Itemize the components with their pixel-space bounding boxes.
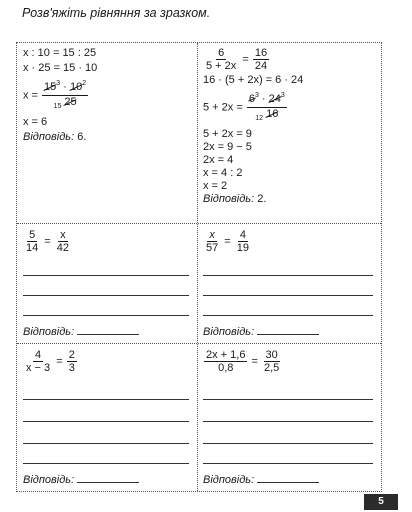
task1-work-line[interactable] — [23, 275, 189, 276]
task4-work-line[interactable] — [203, 421, 373, 422]
example2-num-b-reduced: 3 — [280, 92, 285, 99]
task3-answer-blank[interactable] — [77, 473, 139, 483]
task2-equation: $\frac{x}{57}$ = $\frac{4}{19}$ — [206, 229, 250, 254]
task3-right-numerator: 2 — [68, 349, 75, 361]
example2-step-1: 5 + 2x = 9 — [203, 128, 252, 140]
task-cell-4 — [203, 349, 377, 489]
task1-work-line[interactable] — [23, 315, 189, 316]
example2-left-numerator: 6 — [218, 47, 225, 59]
task1-work-line[interactable] — [23, 295, 189, 296]
task3-work-line[interactable] — [23, 463, 189, 464]
example-cell-1 — [23, 47, 191, 144]
task2-work-line[interactable] — [203, 315, 373, 316]
example2-left-denominator: 5 + 2x — [206, 60, 237, 72]
task4-right-numerator: 30 — [265, 349, 278, 361]
task4-work-line[interactable] — [203, 399, 373, 400]
task4-work-line[interactable] — [203, 463, 373, 464]
example2-right-numerator: 16 — [254, 47, 268, 59]
example1-fraction-denominator — [52, 96, 79, 110]
example1-den-reduced-2: 5 — [57, 103, 62, 110]
example1-answer — [23, 131, 191, 144]
task4-equation: $\frac{2x + 1,6}{0,8}$ = $\frac{30}{2,5}$ — [206, 349, 280, 374]
example-cell-2 — [203, 47, 377, 206]
answer-label: Відповідь: — [23, 131, 75, 143]
example2-den-reduced-2: 2 — [259, 115, 264, 122]
example1-line2: x · 25 = 15 · 10 — [23, 62, 98, 74]
instruction-text: Розв'яжіть рівняння за зразком. — [22, 6, 211, 20]
example2-answer — [203, 193, 377, 206]
example2-left-fraction — [204, 47, 238, 72]
answer-label: Відповідь: — [23, 326, 75, 338]
task3-right-denominator: 3 — [68, 362, 75, 374]
task3-work-line[interactable] — [23, 421, 189, 422]
answer-label: Відповідь: — [203, 193, 255, 205]
task4-answer-blank[interactable] — [257, 473, 319, 483]
task4-work-line[interactable] — [203, 443, 373, 444]
example2-right-denominator: 24 — [254, 60, 268, 72]
task2-answer — [203, 325, 319, 339]
task3-left-numerator: 4 — [35, 349, 42, 361]
example2-answer-value: 2. — [257, 193, 267, 205]
example1-fraction — [42, 81, 88, 110]
task3-right-fraction — [67, 349, 77, 374]
example2-lhs: 5 + 2x = — [203, 101, 243, 114]
page-number: 5 — [364, 494, 398, 510]
task2-right-numerator: 4 — [239, 229, 246, 241]
example1-fraction-numerator: $15^3 \cdot 10^2$ — [42, 81, 88, 96]
task1-left-denominator: 14 — [26, 242, 39, 254]
example1-num-a-reduced: 3 — [56, 80, 61, 87]
column-divider — [197, 43, 198, 491]
task2-left-denominator: 57 — [206, 242, 219, 254]
example2-step-2: 2x = 9 − 5 — [203, 141, 252, 153]
example1-num-b: 10 — [69, 81, 83, 93]
example2-step-3: 2x = 4 — [203, 154, 234, 166]
example1-num-a: 15 — [44, 81, 57, 93]
task2-left-numerator: x — [209, 229, 215, 241]
task3-left-fraction — [24, 349, 52, 374]
task4-right-denominator: 2,5 — [264, 362, 280, 374]
example1-num-b-reduced: 2 — [82, 80, 87, 87]
task1-answer-blank[interactable] — [77, 325, 139, 335]
example2-step-4: x = 4 : 2 — [203, 167, 243, 179]
example1-result: x = 6 — [23, 116, 48, 128]
task1-right-fraction — [55, 229, 71, 254]
example1-answer-value: 6. — [77, 131, 87, 143]
task-cell-2 — [203, 229, 377, 339]
example2-den: 16 — [266, 108, 279, 120]
task3-work-line[interactable] — [23, 399, 189, 400]
example1-x-eq: x = — [23, 89, 38, 102]
row-divider-1 — [17, 223, 381, 224]
task1-right-denominator: 42 — [56, 242, 70, 254]
task3-work-line[interactable] — [23, 443, 189, 444]
task4-left-denominator: 0,8 — [218, 362, 234, 374]
task2-right-denominator: 19 — [236, 242, 250, 254]
example2-num-a-reduced: 3 — [254, 92, 259, 99]
example2-right-fraction — [253, 47, 269, 72]
task2-answer-blank[interactable] — [257, 325, 319, 335]
example2-line2: 16 · (5 + 2x) = 6 · 24 — [203, 74, 304, 86]
example2-fraction-numerator: $6^3 \cdot 24^3$ — [247, 93, 287, 108]
task2-work-line[interactable] — [203, 275, 373, 276]
answer-label: Відповідь: — [203, 474, 255, 486]
task3-equation: $\frac{4}{x - 3}$ = $\frac{2}{3}$ — [26, 349, 75, 374]
example2-fraction-line — [203, 93, 377, 122]
exercise-grid — [16, 42, 382, 492]
example2-fraction-denominator — [253, 108, 280, 122]
task1-left-numerator: 5 — [29, 229, 36, 241]
answer-label: Відповідь: — [23, 474, 75, 486]
task3-left-denominator: x − 3 — [26, 362, 51, 374]
task2-left-fraction — [204, 229, 220, 254]
example2-step-5: x = 2 — [203, 180, 228, 192]
example1-den-reduced-1: 1 — [53, 103, 58, 110]
example2-equation: $\frac{6}{5 + 2x}$ = $\frac{16}{24}$ — [206, 47, 268, 72]
example1-fraction-line — [23, 81, 191, 110]
task1-right-numerator: x — [60, 229, 66, 241]
example2-num-b: 24 — [268, 93, 281, 105]
task1-left-fraction — [24, 229, 40, 254]
task-cell-3 — [23, 349, 191, 489]
answer-label: Відповідь: — [203, 326, 255, 338]
task2-right-fraction — [235, 229, 251, 254]
task4-left-numerator: 2x + 1,6 — [206, 349, 246, 361]
task-cell-1 — [23, 229, 191, 339]
task1-answer — [23, 325, 139, 339]
task2-work-line[interactable] — [203, 295, 373, 296]
example1-den: 25 — [64, 96, 77, 108]
row-divider-2 — [17, 343, 381, 344]
task3-answer — [23, 473, 139, 487]
example1-line1: x : 10 = 15 : 25 — [23, 47, 97, 59]
task1-equation: $\frac{5}{14}$ = $\frac{x}{42}$ — [26, 229, 70, 254]
task4-answer — [203, 473, 319, 487]
task4-right-fraction — [262, 349, 281, 374]
example2-num-a: 6 — [248, 93, 255, 105]
task4-left-fraction — [204, 349, 247, 374]
example2-fraction — [247, 93, 287, 122]
example2-den-reduced-1: 1 — [255, 115, 260, 122]
